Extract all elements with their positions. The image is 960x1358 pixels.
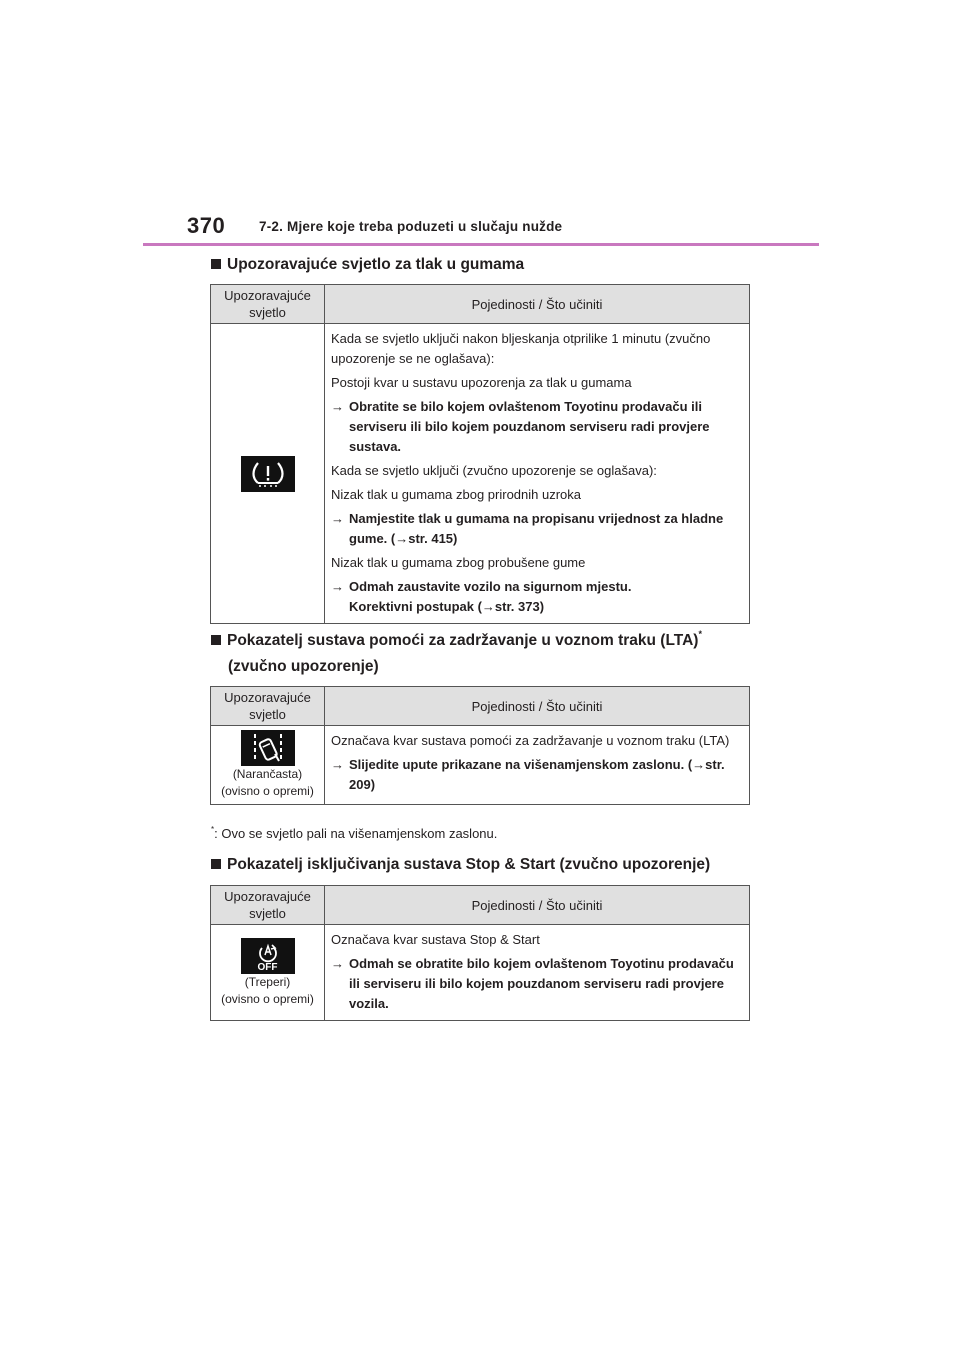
icon-caption: (Narančasta) [232, 767, 303, 781]
arrow-icon: → [331, 399, 344, 414]
table-header-row [211, 886, 750, 925]
cause-text: Nizak tlak u gumama zbog probušene gume [331, 555, 586, 570]
action-text [349, 577, 631, 617]
page-number: 370 [187, 213, 226, 238]
column-header-details: Pojedinosti / Što učiniti [325, 285, 750, 324]
square-bullet-icon [211, 859, 221, 869]
section-heading-lta [211, 628, 702, 680]
off-label: OFF [257, 961, 278, 973]
arrow-icon: → [331, 511, 344, 526]
condition-text: Kada se svjetlo uključi (zvučno upozorenje se oglašava): [331, 463, 657, 478]
square-bullet-icon [211, 635, 221, 645]
stop-start-table [210, 885, 750, 1021]
icon-caption: (ovisno o opremi) [221, 991, 314, 1006]
condition-text: Označava kvar sustava pomoći za zadržavanje u voznom traku (LTA) [331, 733, 730, 748]
column-header-warning-light: Upozoravajuće svjetlo [211, 285, 325, 324]
table-row [211, 324, 750, 624]
header-rule [143, 243, 819, 246]
arrow-icon: → [331, 757, 344, 772]
action-text: Slijedite upute prikazane na višenamjenskom zaslonu. (→str. 209) [349, 757, 725, 792]
action-item [331, 577, 743, 617]
lta-table [210, 686, 750, 805]
action-item [331, 954, 743, 1014]
icon-cell [211, 925, 325, 1021]
section-heading-text: (zvučno upozorenje) [228, 658, 379, 675]
square-bullet-icon [211, 259, 221, 269]
column-header-warning-light: Upozoravajuće svjetlo [211, 687, 325, 726]
cause-text: Nizak tlak u gumama zbog prirodnih uzroka [331, 487, 582, 502]
details-cell [325, 324, 750, 624]
action-item [331, 397, 743, 457]
tire-pressure-table [210, 284, 750, 624]
section-heading-tire-pressure [211, 252, 524, 278]
action-item [331, 755, 743, 795]
condition-text: Kada se svjetlo uključi nakon bljeskanja otprilike 1 minutu (zvučno upozorenje se ne oglašava): [331, 331, 711, 366]
details-cell [325, 925, 750, 1021]
footnote [211, 826, 497, 841]
section-heading-stop-start [211, 852, 710, 878]
table-header-row [211, 285, 750, 324]
column-header-warning-light: Upozoravajuće svjetlo [211, 886, 325, 925]
action-text: Obratite se bilo kojem ovlaštenom Toyotinu prodavaču ili serviseru ili bilo kojem pouzdanom serviseru radi provjere sustava. [349, 399, 710, 454]
action-text: Namjestite tlak u gumama na propisanu vrijednost za hladne gume. (→str. 415) [349, 511, 724, 546]
icon-cell [211, 324, 325, 624]
section-heading-text: Pokazatelj isključivanja sustava Stop & Start (zvučno upozorenje) [227, 856, 711, 873]
arrow-icon: → [331, 579, 344, 594]
chapter-title: 7-2. Mjere koje treba poduzeti u slučaju nužde [259, 219, 563, 234]
table-row [211, 925, 750, 1021]
table-header-row [211, 687, 750, 726]
section-heading-text: Pokazatelj sustava pomoći za zadržavanje u voznom traku (LTA) [227, 632, 699, 649]
column-header-details: Pojedinosti / Što učiniti [325, 886, 750, 925]
column-header-details: Pojedinosti / Što učiniti [325, 687, 750, 726]
icon-caption: (Treperi) [244, 974, 291, 989]
icon-cell [211, 726, 325, 805]
action-text-line: Odmah zaustavite vozilo na sigurnom mjestu. [349, 579, 632, 594]
lane-tracing-assist-icon [241, 730, 295, 766]
section-heading-text: Upozoravajuće svjetlo za tlak u gumama [227, 256, 525, 273]
cause-text: Postoji kvar u sustavu upozorenja za tlak u gumama [331, 375, 632, 390]
footnote-marker: * [211, 825, 215, 834]
footnote-marker: * [698, 629, 702, 639]
footnote-text: : Ovo se svjetlo pali na višenamjenskom zaslonu. [214, 826, 498, 841]
table-row [211, 726, 750, 805]
icon-caption: (ovisno o opremi) [221, 784, 314, 798]
details-cell [325, 726, 750, 805]
action-item [331, 509, 743, 549]
tire-pressure-warning-icon [241, 456, 295, 492]
condition-text: Označava kvar sustava Stop & Start [331, 932, 540, 947]
arrow-icon: → [331, 956, 344, 971]
action-text: Odmah se obratite bilo kojem ovlaštenom Toyotinu prodavaču ili serviseru ili bilo kojem pouzdanom serviseru radi provjere vozila. [349, 956, 734, 1011]
action-text-line: Korektivni postupak (→str. 373) [349, 599, 545, 614]
stop-start-off-icon [241, 938, 295, 974]
